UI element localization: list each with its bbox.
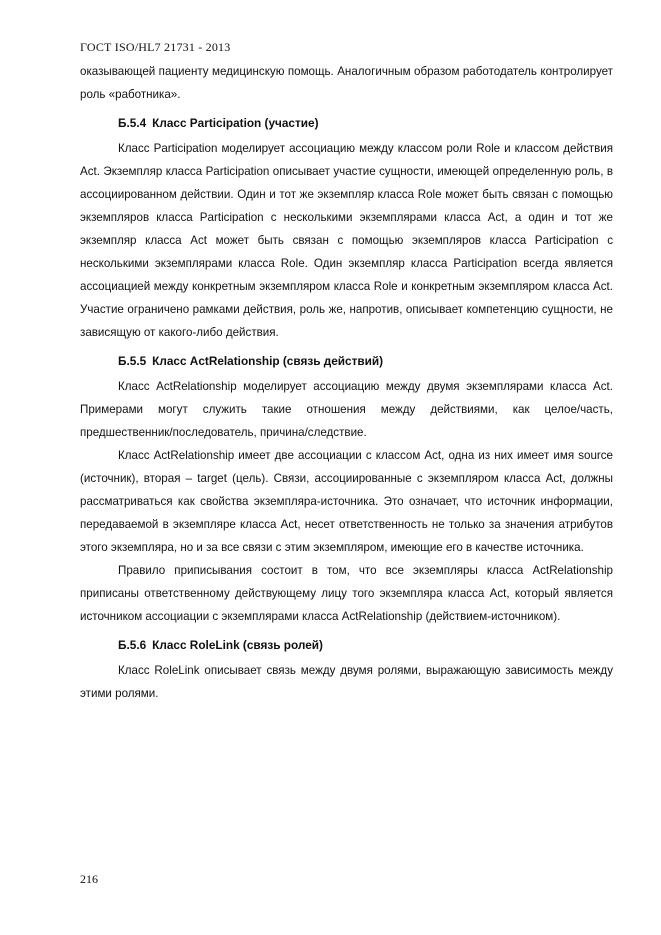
section-title: Класс RoleLink (связь ролей) <box>152 638 323 652</box>
section-heading-b54 <box>80 112 613 135</box>
section-heading-b55 <box>80 350 613 373</box>
paragraph: Класс ActRelationship имеет две ассоциации с классом Act, одна из них имеет имя source (источник), вторая – target (цель). Связи, ассоциированные с экземпляром класса Act, должны рассматриваться как свойства экземпляра-источника. Это означает, что источник информации, передаваемой в экземпляре класса Act, несет ответственность не только за значения атрибутов этого экземпляра, но и за все связи с этим экземпляром, имеющие его в качестве источника. <box>80 449 613 554</box>
section-number: Б.5.6 <box>118 638 147 652</box>
paragraph: Правило приписывания состоит в том, что все экземпляры класса ActRelationship приписаны ответственному действующему лицу того экземпляра класса Act, который является источником ассоциации с экземплярами класса ActRelationship (действием-источником). <box>80 564 613 623</box>
section-number: Б.5.4 <box>118 116 147 130</box>
intro-paragraph: оказывающей пациенту медицинскую помощь. Аналогичным образом работодатель контролирует роль «работника». <box>80 65 613 101</box>
paragraph: Класс Participation моделирует ассоциацию между классом роли Role и классом действия Act. Экземпляр класса Participation описывает участие сущности, имеющей определенную роль, в ассоциированном действии. Один и тот же экземпляр класса Role может быть связан с помощью экземпляров класса Participation с несколькими экземплярами класса Act, а один и тот же экземпляр класса Act может быть связан с помощью экземпляров класса Participation с несколькими экземплярами класса Role. Один экземпляр класса Participation всегда является ассоциацией между конкретным экземпляром класса Role и конкретным экземпляром класса Act. Участие ограничено рамками действия, роль же, напротив, описывает компетенцию сущности, не зависящую от какого-либо действия. <box>80 142 613 339</box>
section-title: Класс Participation (участие) <box>152 116 319 130</box>
section-heading-b56 <box>80 634 613 657</box>
page-number: 216 <box>80 872 98 886</box>
paragraph: Класс RoleLink описывает связь между двумя ролями, выражающую зависимость между этими ролями. <box>80 664 613 700</box>
paragraph: Класс ActRelationship моделирует ассоциацию между двумя экземплярами класса Act. Примерами могут служить такие отношения между действиями, как целое/часть, предшественник/последователь, причина/следствие. <box>80 380 613 439</box>
standard-header: ГОСТ ISO/HL7 21731 - 2013 <box>80 40 231 54</box>
document-body <box>80 60 613 705</box>
section-title: Класс ActRelationship (связь действий) <box>152 354 384 368</box>
section-number: Б.5.5 <box>118 354 147 368</box>
